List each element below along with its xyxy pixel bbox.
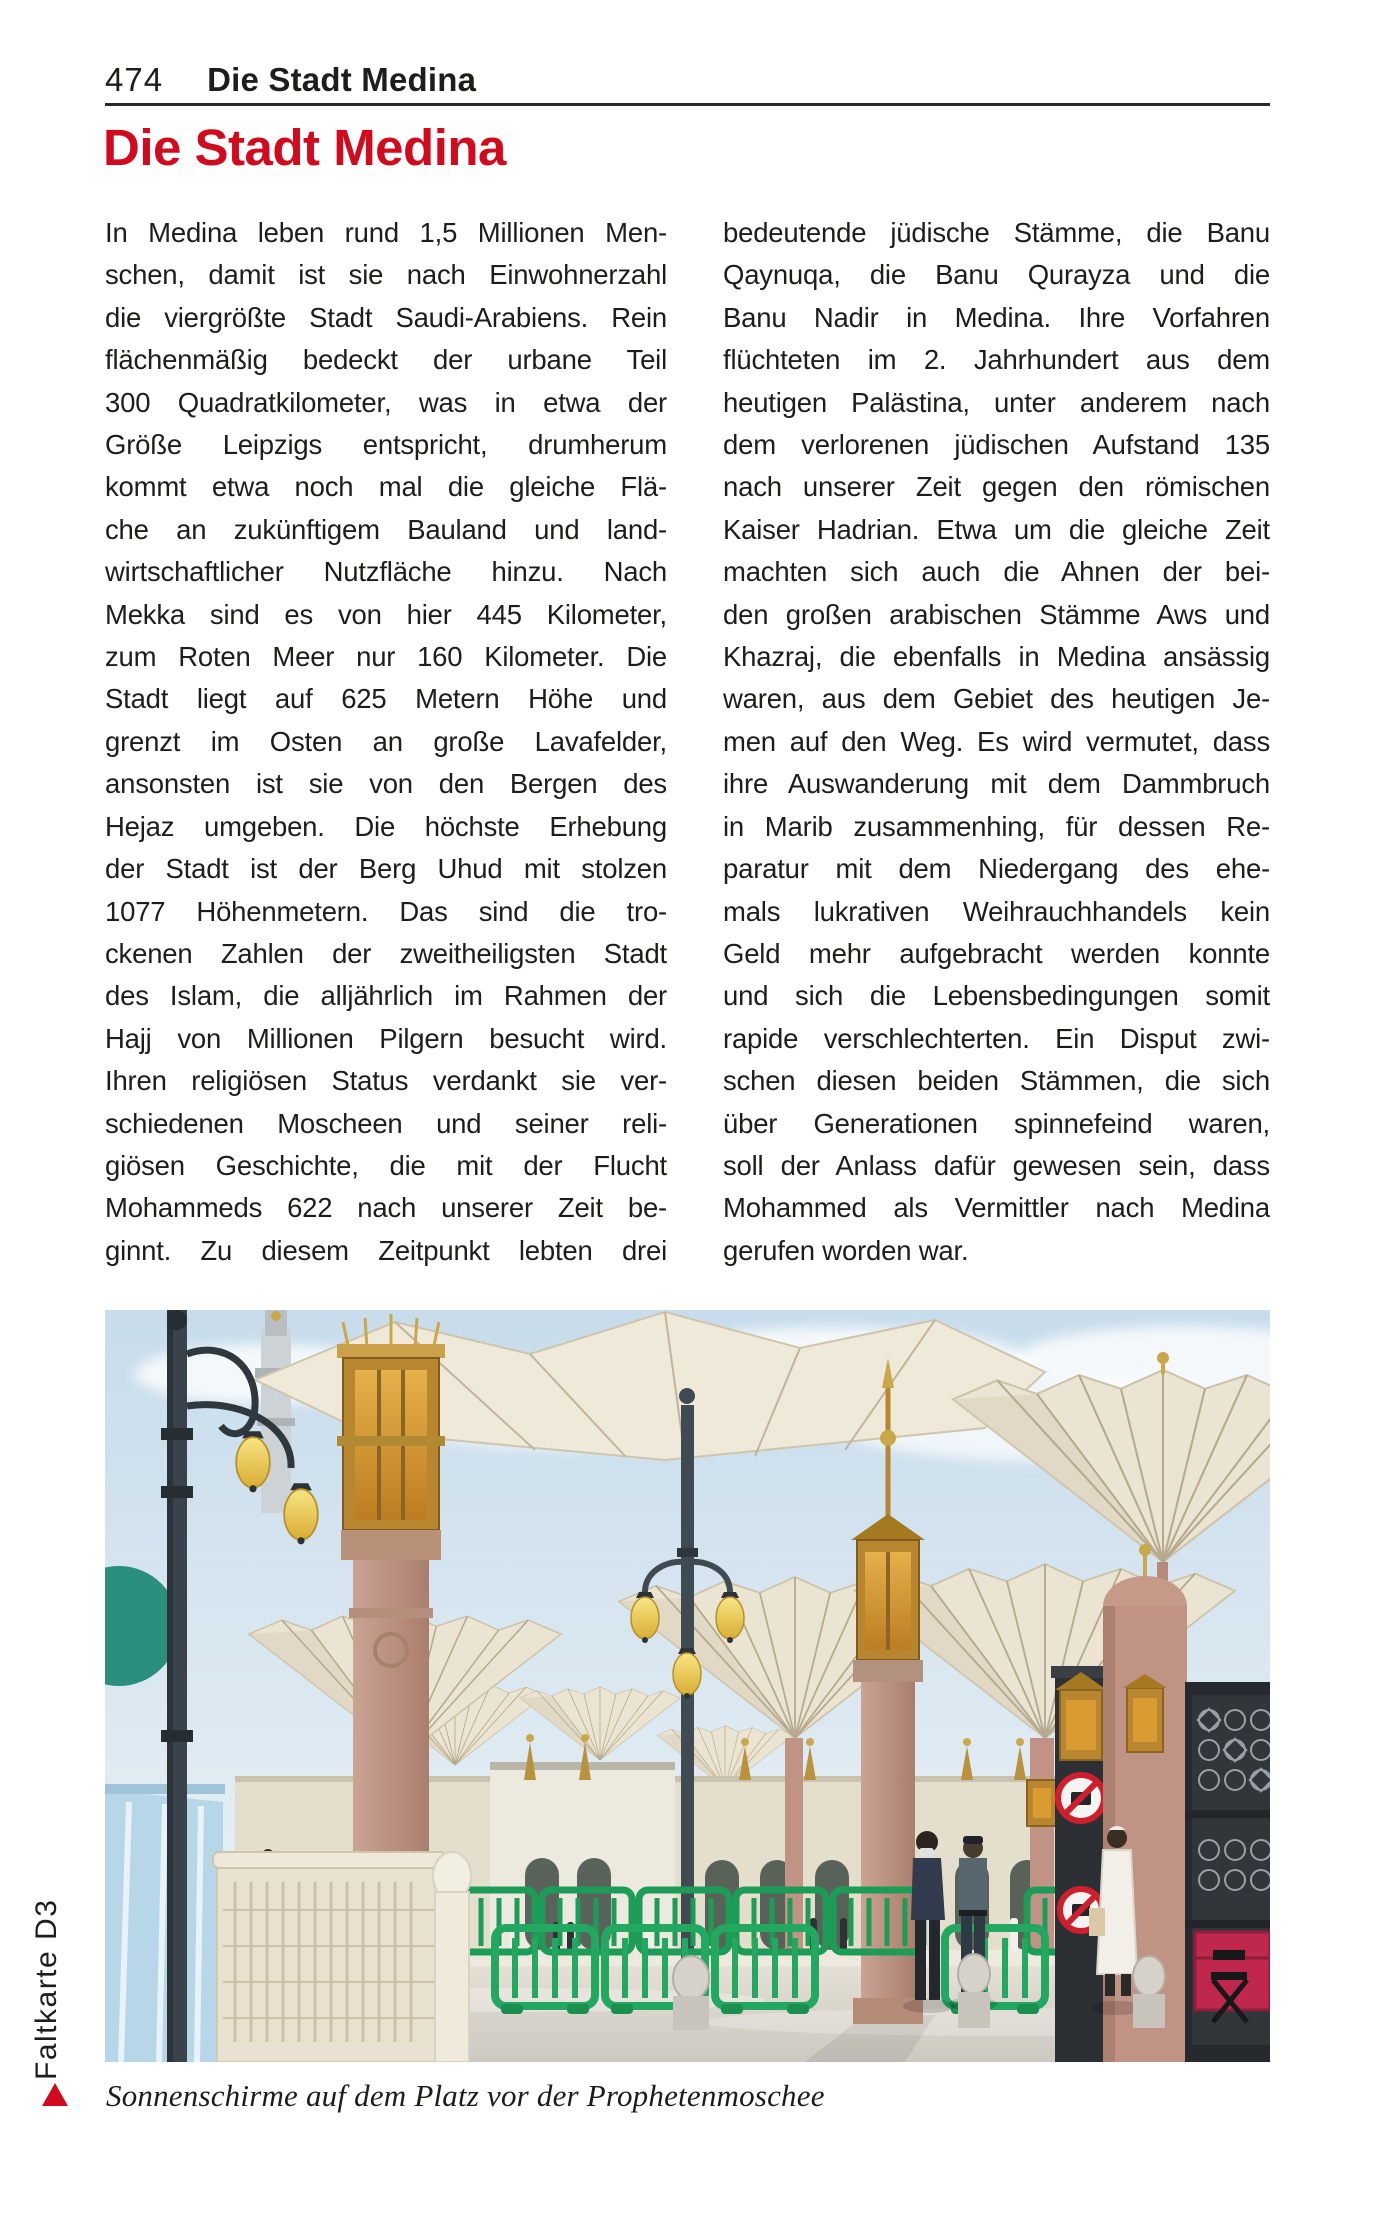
photo-illustration [105, 1310, 1270, 2062]
photo-caption: Sonnenschirme auf dem Platz vor der Prophetenmoschee [106, 2078, 825, 2113]
text-line: 1077 Höhenmetern. Das sind die tro- [105, 895, 667, 927]
text-line: schen, damit ist sie nach Einwohnerzahl [105, 259, 667, 291]
text-line: schen diesen beiden Stämmen, die sich [723, 1065, 1270, 1097]
text-line: flüchteten im 2. Jahrhundert aus dem [723, 344, 1270, 376]
construction-hoarding [105, 1784, 225, 2062]
text-line: ihre Auswanderung mit dem Dammbruch [723, 768, 1270, 800]
header-rule [105, 103, 1270, 106]
running-head [105, 62, 1270, 98]
vendor-cart [1195, 1932, 1270, 2022]
running-title: Die Stadt Medina [207, 61, 477, 98]
body-column-right [723, 212, 1270, 1272]
marble-balustrade [213, 1852, 471, 2062]
text-line: Ihren religiösen Status verdankt sie ver- [105, 1065, 667, 1097]
text-line: Größe Leipzigs entspricht, drumherum [105, 429, 667, 461]
text-line: ansonsten ist sie von den Bergen des [105, 768, 667, 800]
text-line: Qaynuqa, die Banu Qurayza und die [723, 259, 1270, 291]
text-line: grenzt im Osten an große Lavafelder, [105, 725, 667, 757]
text-line: ckenen Zahlen der zweitheiligsten Stadt [105, 937, 667, 969]
text-line: rapide verschlechterten. Ein Disput zwi- [723, 1022, 1270, 1054]
text-line: zum Roten Meer nur 160 Kilometer. Die [105, 641, 667, 673]
text-line: nach unserer Zeit gegen den römischen [723, 471, 1270, 503]
text-line: soll der Anlass dafür gewesen sein, dass [723, 1149, 1270, 1181]
text-line: machten sich auch die Ahnen der bei- [723, 556, 1270, 588]
text-line: Stadt liegt auf 625 Metern Höhe und [105, 683, 667, 715]
text-line: heutigen Palästina, unter anderem nach [723, 386, 1270, 418]
text-line: Kaiser Hadrian. Etwa um die gleiche Zeit [723, 513, 1270, 545]
text-line: des Islam, die alljährlich im Rahmen der [105, 980, 667, 1012]
text-line: Banu Nadir in Medina. Ihre Vorfahren [723, 301, 1270, 333]
text-line: die viergrößte Stadt Saudi-Arabiens. Rein [105, 301, 667, 333]
page-title: Die Stadt Medina [103, 119, 506, 176]
text-line: Hejaz umgeben. Die höchste Erhebung [105, 810, 667, 842]
text-line: Mohammeds 622 nach unserer Zeit be- [105, 1192, 667, 1224]
no-photography-sign-icon [1058, 1775, 1104, 1821]
text-line: Mohammed als Vermittler nach Medina [723, 1192, 1270, 1224]
triangle-up-icon [42, 2083, 68, 2106]
text-line: dem verlorenen jüdischen Aufstand 135 [723, 429, 1270, 461]
body-column-left [105, 212, 667, 1272]
photo-prophets-mosque-square [105, 1310, 1270, 2062]
text-line: wirtschaftlicher Nutzfläche hinzu. Nach [105, 556, 667, 588]
text-line: über Generationen spinnefeind waren, [723, 1107, 1270, 1139]
text-line: 300 Quadratkilometer, was in etwa der [105, 386, 667, 418]
text-line: giösen Geschichte, die mit der Flucht [105, 1149, 667, 1181]
text-line: Mekka sind es von hier 445 Kilometer, [105, 598, 667, 630]
text-line: ginnt. Zu diesem Zeitpunkt lebten drei [105, 1234, 667, 1266]
text-line: der Stadt ist der Berg Uhud mit stolzen [105, 853, 667, 885]
text-line: In Medina leben rund 1,5 Millionen Men- [105, 217, 667, 248]
text-line: bedeutende jüdische Stämme, die Banu [723, 217, 1270, 248]
text-line: den großen arabischen Stämme Aws und [723, 598, 1270, 630]
text-line: paratur mit dem Niedergang des ehe- [723, 853, 1270, 885]
text-line: Geld mehr aufgebracht werden konnte [723, 937, 1270, 969]
text-line: gerufen worden war. [723, 1234, 969, 1266]
text-line: in Marib zusammenhing, für dessen Re- [723, 810, 1270, 842]
text-line: che an zukünftigem Bauland und land- [105, 513, 667, 545]
text-line: Khazraj, die ebenfalls in Medina ansässig [723, 641, 1270, 673]
text-line: Hajj von Millionen Pilgern besucht wird. [105, 1022, 667, 1054]
margin-map-reference: Faltkarte D3 [30, 1898, 63, 2080]
text-line: kommt etwa noch mal die gleiche Flä- [105, 471, 667, 503]
text-line: waren, aus dem Gebiet des heutigen Je- [723, 683, 1270, 715]
page-number: 474 [105, 61, 164, 98]
text-line: mals lukrativen Weihrauchhandels kein [723, 895, 1270, 927]
text-line: flächenmäßig bedeckt der urbane Teil [105, 344, 667, 376]
text-line: und sich die Lebensbedingungen somit [723, 980, 1270, 1012]
text-line: men auf den Weg. Es wird vermutet, dass [723, 725, 1270, 757]
text-line: schiedenen Moscheen und seiner reli- [105, 1107, 667, 1139]
